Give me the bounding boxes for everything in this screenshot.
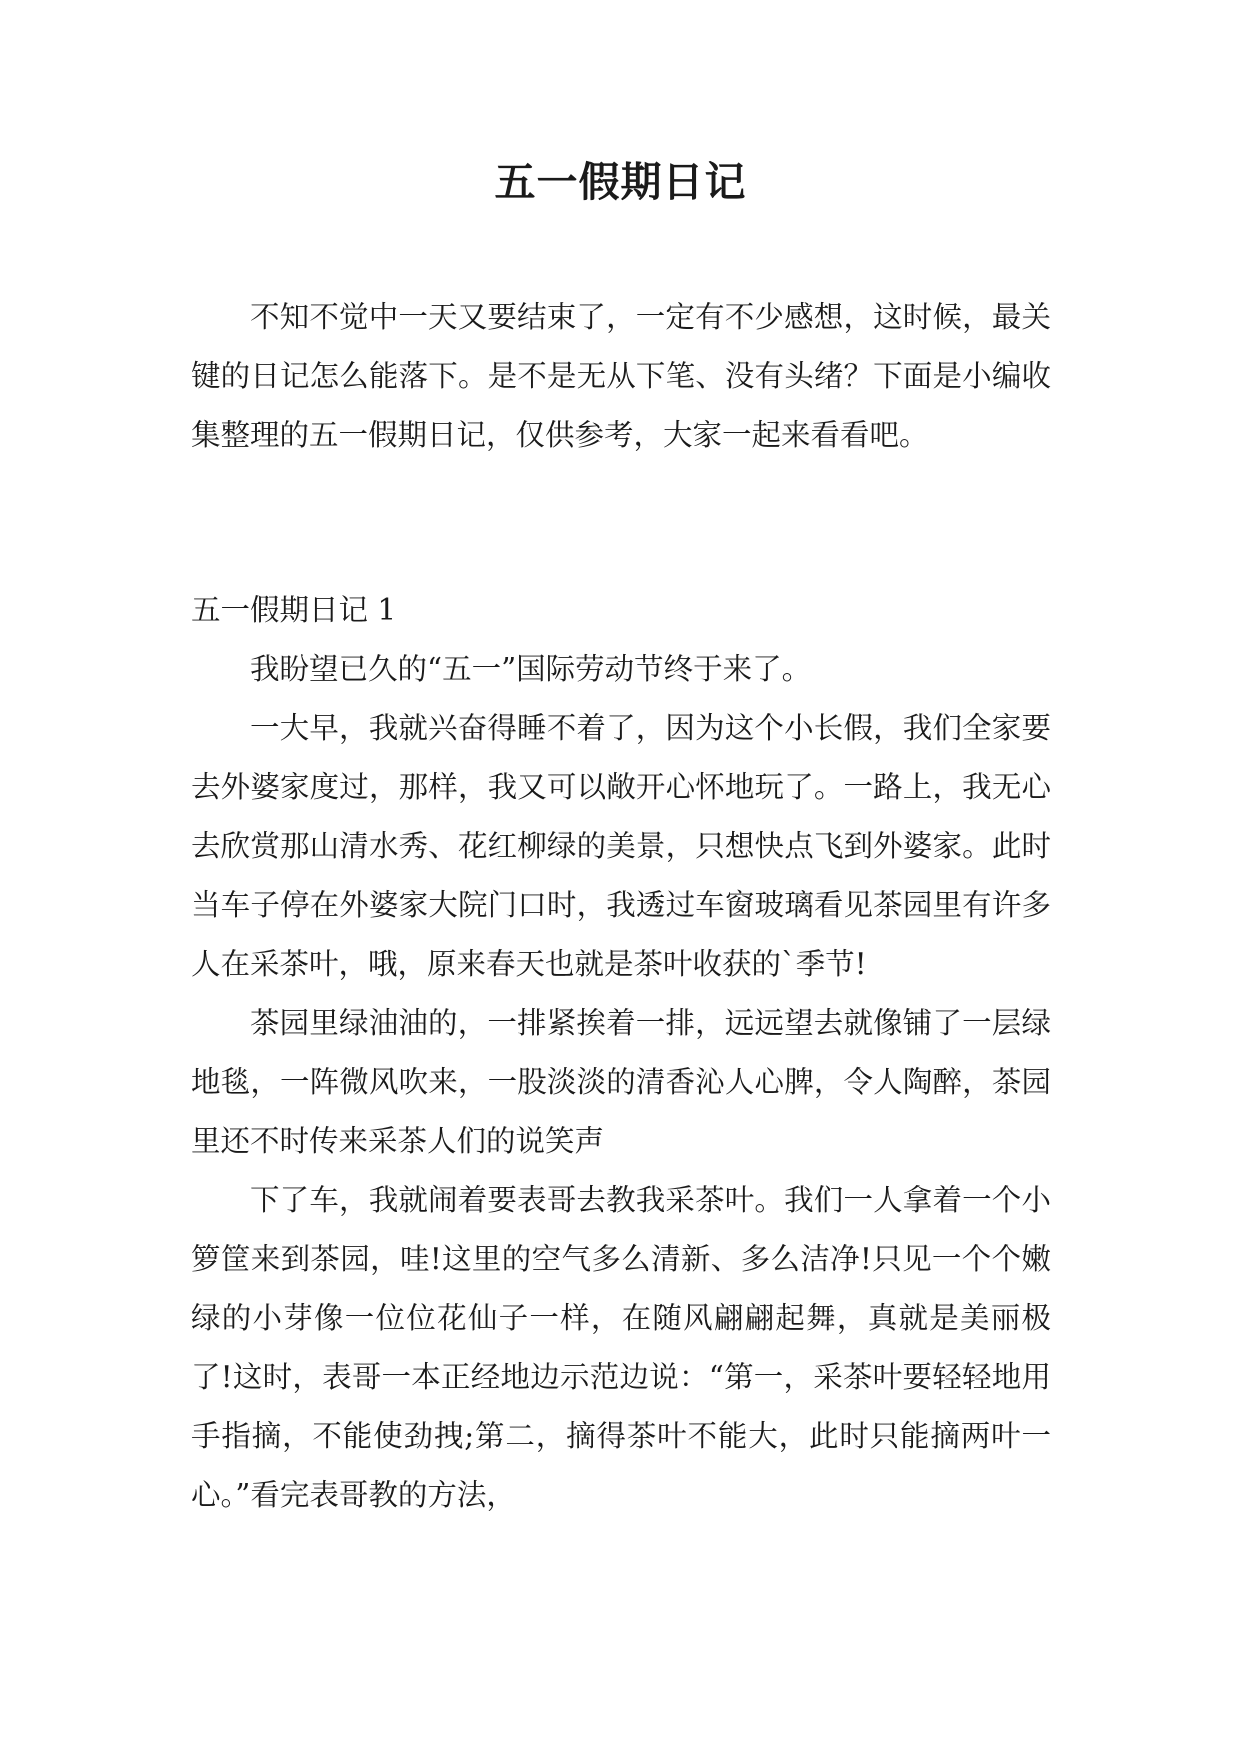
diary-entry-1 [191,581,1051,1525]
paragraph: 下了车，我就闹着要表哥去教我采茶叶。我们一人拿着一个小箩筐来到茶园，哇!这里的空气多么清新、多么洁净!只见一个个嫩绿的小芽像一位位花仙子一样，在随风翩翩起舞，真就是美丽极了!这时，表哥一本正经地边示范边说：“第一，采茶叶要轻轻地用手指摘，不能使劲拽;第二，摘得茶叶不能大，此时只能摘两叶一心。”看完表哥教的方法， [191,1183,1051,1512]
section-heading: 五一假期日记 1 [191,593,397,627]
document-title: 五一假期日记 [494,158,747,206]
intro-paragraph: 不知不觉中一天又要结束了，一定有不少感想，这时候，最关键的日记怎么能落下。是不是无从下笔、没有头绪？下面是小编收集整理的五一假期日记，仅供参考，大家一起来看看吧。 [191,300,1051,452]
paragraph: 一大早，我就兴奋得睡不着了，因为这个小长假，我们全家要去外婆家度过，那样，我又可以敞开心怀地玩了。一路上，我无心去欣赏那山清水秀、花红柳绿的美景，只想快点飞到外婆家。此时当车子停在外婆家大院门口时，我透过车窗玻璃看见茶园里有许多人在采茶叶，哦，原来春天也就是茶叶收获的`季节! [191,711,1051,981]
paragraph: 我盼望已久的“五一”国际劳动节终于来了。 [250,652,812,686]
intro-block [191,288,1051,465]
paragraph: 茶园里绿油油的，一排紧挨着一排，远远望去就像铺了一层绿地毯，一阵微风吹来，一股淡淡的清香沁人心脾，令人陶醉，茶园里还不时传来采茶人们的说笑声 [191,1006,1051,1158]
